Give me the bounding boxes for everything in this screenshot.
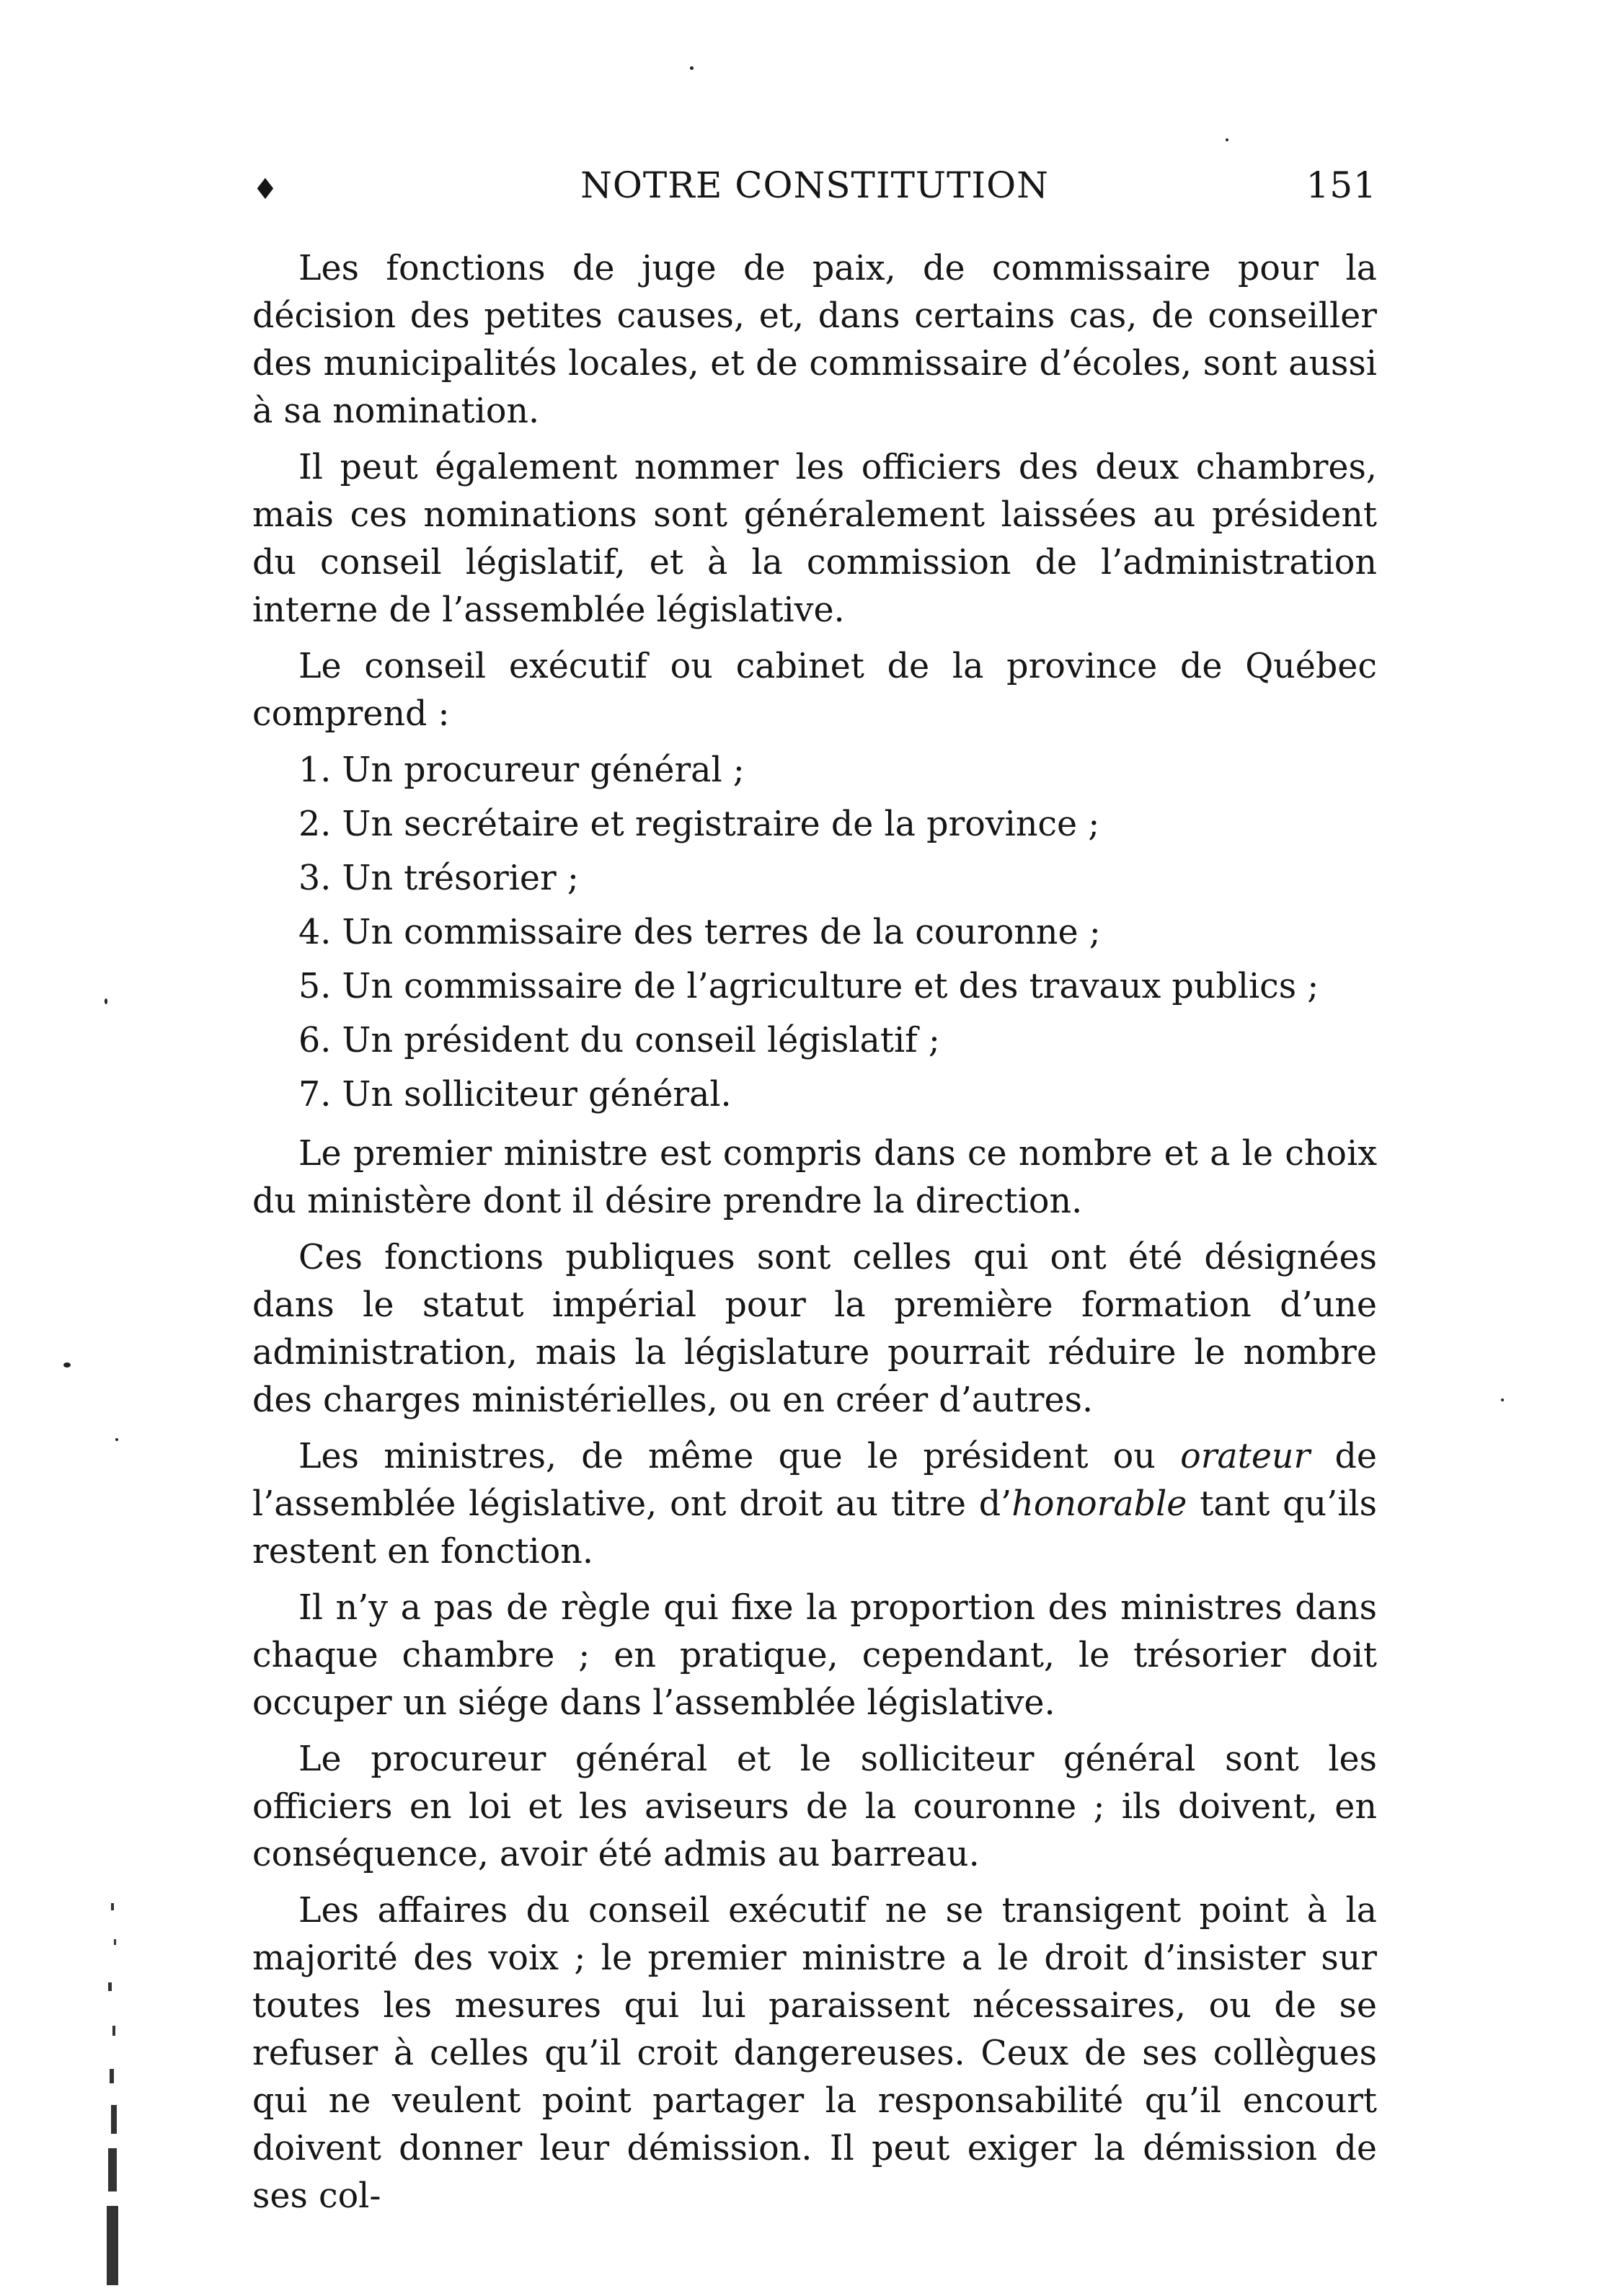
paragraph: Ces fonctions publiques sont celles qui ont été désignées dans le statut impérial pour la première formation d’une administration, mais la législature pourrait réduire le nombre des charges ministérielles, ou en créer d’autres. <box>252 1238 1377 1420</box>
scan-speck <box>690 66 694 70</box>
gutter-speck <box>108 1982 112 1991</box>
gutter-speck <box>107 2206 118 2285</box>
running-header <box>252 164 1377 215</box>
paragraph: Le procureur général et le solliciteur général sont les officiers en loi et les aviseurs de la couronne ; ils doivent, en conséquence, avoir été admis au barreau. <box>252 1739 1377 1874</box>
list-item: 3. Un trésorier ; <box>298 859 579 898</box>
page-number: 151 <box>1306 164 1377 206</box>
italic-term: honorable <box>1011 1484 1187 1524</box>
scan-speck <box>1226 138 1228 141</box>
paragraph: Les fonctions de juge de paix, de commissaire pour la décision des petites causes, et, dans certains cas, de conseiller des municipalités locales, et de commissaire d’écoles, sont aussi à sa nomination. <box>252 249 1377 431</box>
binding-gutter-marks <box>101 1889 130 2292</box>
scan-speck <box>105 998 107 1004</box>
paragraph: Il peut également nommer les officiers des deux chambres, mais ces nominations sont généralement laissées au président du conseil législatif, et à la commission de l’administration interne de l’assemblée législative. <box>252 448 1377 630</box>
paragraph: Le premier ministre est compris dans ce nombre et a le choix du ministère dont il désire prendre la direction. <box>252 1134 1377 1221</box>
paragraph: Les affaires du conseil exécutif ne se transigent point à la majorité des voix ; le premier ministre a le droit d’insister sur toutes les mesures qui lui paraissent nécessaires, ou de se refuser à celles qu’il croit dangereuses. Ceux de ses collègues qui ne veulent point partager la responsabilité qu’il encourt doivent donner leur démission. Il peut exiger la démission de ses col- <box>252 1891 1377 2216</box>
scan-speck <box>63 1362 71 1368</box>
gutter-speck <box>111 2105 117 2134</box>
list-item: 1. Un procureur général ; <box>298 750 745 790</box>
ink-mark-icon: ♦ <box>252 173 279 206</box>
gutter-speck <box>114 1939 116 1945</box>
list-item: 5. Un commissaire de l’agriculture et des travaux publics ; <box>298 967 1319 1006</box>
list-item: 4. Un commissaire des terres de la couronne ; <box>298 913 1101 952</box>
gutter-speck <box>112 2026 115 2036</box>
scan-speck <box>1501 1399 1504 1401</box>
gutter-speck <box>111 1903 114 1910</box>
running-title: NOTRE CONSTITUTION <box>580 164 1049 206</box>
text-run: Les ministres, de même que le président ou <box>298 1437 1181 1476</box>
gutter-speck <box>108 2148 117 2191</box>
text-run: tant qu’ils restent en fonction. <box>252 1484 1377 1572</box>
text-run: de l’assemblée législative, ont droit au titre d’ <box>252 1437 1377 1524</box>
list-item: 7. Un solliciteur général. <box>298 1075 732 1114</box>
paragraph: Il n’y a pas de règle qui fixe la proportion des ministres dans chaque chambre ; en pratique, cependant, le trésorier doit occuper un siége dans l’assemblée législative. <box>252 1588 1377 1723</box>
paragraph: Le conseil exécutif ou cabinet de la province de Québec comprend : <box>252 647 1377 734</box>
italic-term: orateur <box>1180 1437 1311 1476</box>
list-item: 6. Un président du conseil législatif ; <box>298 1021 940 1060</box>
body-text <box>252 245 1377 2229</box>
cabinet-list <box>252 747 1377 1119</box>
gutter-speck <box>110 2069 114 2083</box>
list-item: 2. Un secrétaire et registraire de la province ; <box>298 805 1100 844</box>
scan-speck <box>115 1438 118 1441</box>
paragraph-ministers <box>252 1433 1377 1576</box>
